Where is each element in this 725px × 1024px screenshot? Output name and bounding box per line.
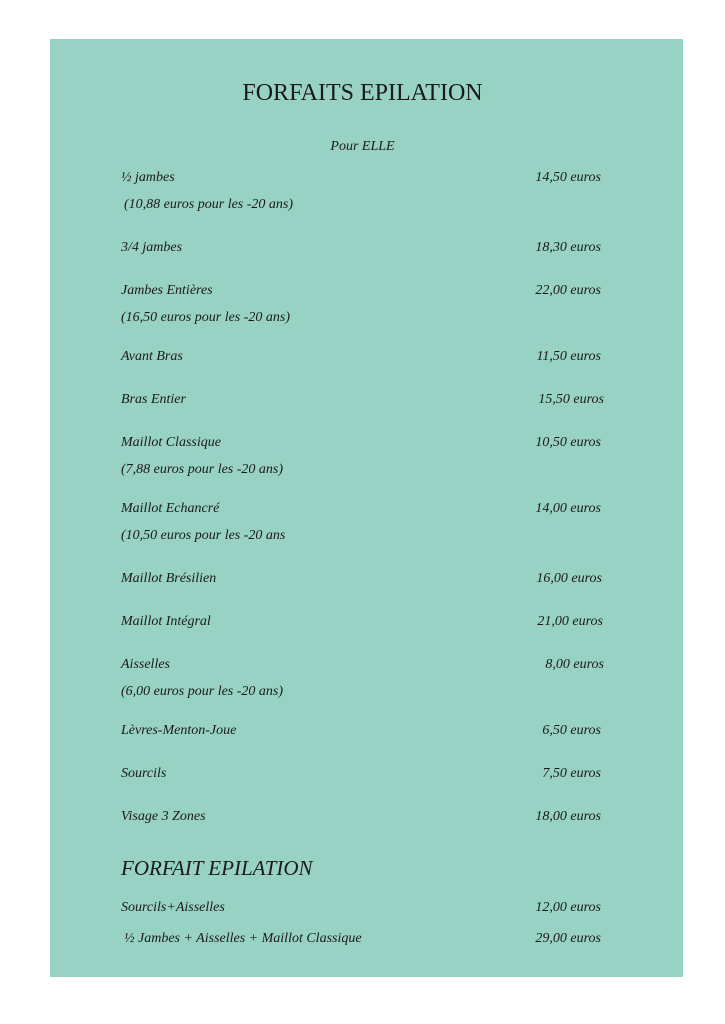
forfait-item-price: 29,00 euros <box>535 931 601 946</box>
item-note: (16,50 euros pour les -20 ans) <box>121 310 291 325</box>
item-price: 21,00 euros <box>537 614 603 629</box>
item-label: Jambes Entières <box>121 283 213 298</box>
item-price: 22,00 euros <box>535 283 601 298</box>
item-price: 14,00 euros <box>535 501 601 516</box>
forfait-item-price: 12,00 euros <box>535 900 601 915</box>
item-price: 6,50 euros <box>542 723 601 738</box>
item-price: 18,30 euros <box>535 240 601 255</box>
item-price: 8,00 euros <box>545 657 604 672</box>
item-price: 18,00 euros <box>535 809 601 824</box>
forfait-title: FORFAIT EPILATION <box>121 856 313 880</box>
item-label: Lèvres-Menton-Joue <box>121 723 237 738</box>
item-label: Maillot Classique <box>121 435 221 450</box>
page-title: FORFAITS EPILATION <box>242 80 483 106</box>
item-label: Maillot Echancré <box>121 501 220 516</box>
item-label: Visage 3 Zones <box>121 809 206 824</box>
item-label: Maillot Intégral <box>121 614 211 629</box>
item-price: 16,00 euros <box>536 571 602 586</box>
item-price: 7,50 euros <box>542 766 601 781</box>
forfait-item-label: Sourcils+Aisselles <box>121 900 225 915</box>
item-note: (10,50 euros pour les -20 ans <box>121 528 286 543</box>
item-label: ½ jambes <box>121 170 175 185</box>
item-price: 11,50 euros <box>536 349 601 364</box>
item-label: Maillot Brésilien <box>121 571 217 586</box>
item-note: (10,88 euros pour les -20 ans) <box>124 197 294 212</box>
item-note: (6,00 euros pour les -20 ans) <box>121 684 284 699</box>
item-label: Avant Bras <box>121 349 183 364</box>
item-label: 3/4 jambes <box>121 240 183 255</box>
item-label: Aisselles <box>121 657 170 672</box>
item-label: Sourcils <box>121 766 167 781</box>
item-price: 14,50 euros <box>535 170 601 185</box>
forfait-item-label: ½ Jambes + Aisselles + Maillot Classique <box>124 931 362 946</box>
item-note: (7,88 euros pour les -20 ans) <box>121 462 284 477</box>
item-price: 15,50 euros <box>538 392 604 407</box>
item-label: Bras Entier <box>121 392 186 407</box>
page-subtitle: Pour ELLE <box>330 139 395 154</box>
item-price: 10,50 euros <box>535 435 601 450</box>
